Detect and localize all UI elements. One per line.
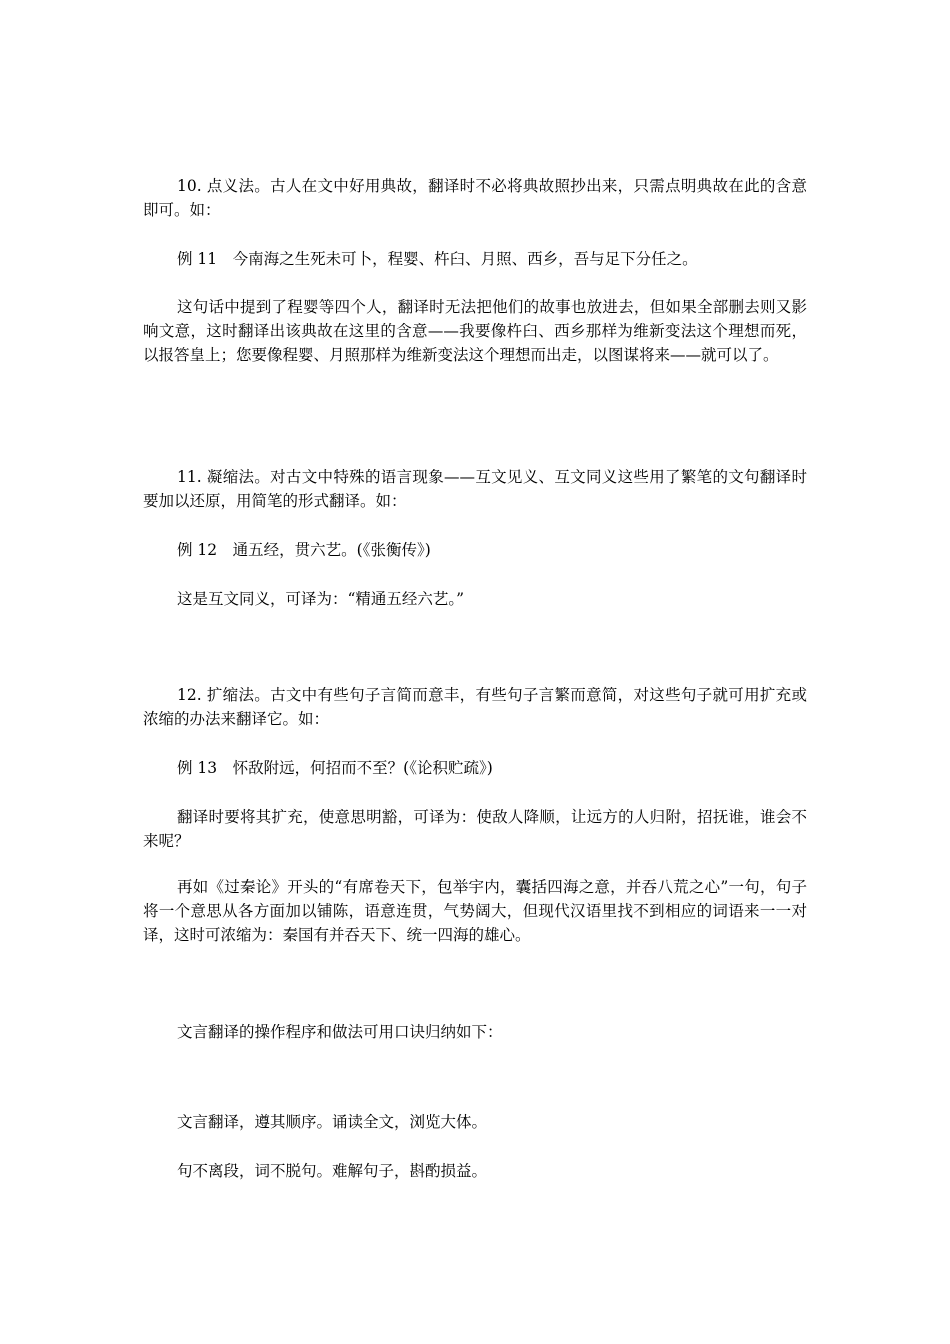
paragraph-summary-intro: 文言翻译的操作程序和做法可用口诀归纳如下：	[177, 1023, 503, 1041]
example-11: 例 11 今南海之生死未可卜，程婴、杵臼、月照、西乡，吾与足下分任之。	[177, 250, 698, 268]
mnemonic-line-2: 句不离段，词不脱句。难解句子，斟酌损益。	[177, 1162, 488, 1180]
example-13: 例 13 怀敌附远，何招而不至？(《论积贮疏》)	[177, 759, 493, 777]
example-12: 例 12 通五经，贯六艺。(《张衡传》)	[177, 541, 431, 559]
paragraph-example-13-explanation: 翻译时要将其扩充，使意思明豁，可译为：使敌人降顺，让远方的人归附，招抚谁，谁会不来呢？	[143, 808, 807, 850]
paragraph-example-12-explanation: 这是互文同义，可译为：“精通五经六艺。”	[177, 590, 465, 608]
paragraph-example-11-explanation: 这句话中提到了程婴等四个人，翻译时无法把他们的故事也放进去，但如果全部删去则又影响文意，这时翻译出该典故在这里的含意——我要像杵臼、西乡那样为维新变法这个理想而死，以报答皇上；您要像程婴、月照那样为维新变法这个理想而出走，以图谋将来——就可以了。	[143, 298, 807, 364]
paragraph-guoqinlun-example: 再如《过秦论》开头的“有席卷天下，包举宇内，囊括四海之意，并吞八荒之心”一句，句子将一个意思从各方面加以铺陈，语意连贯，气势阔大，但现代汉语里找不到相应的词语来一一对译，这时可浓缩为：秦国有并吞天下、统一四海的雄心。	[143, 878, 807, 944]
paragraph-condense-method: 11. 凝缩法。对古文中特殊的语言现象——互文见义、互文同义这些用了繁笔的文句翻译时要加以还原，用简笔的形式翻译。如：	[143, 468, 807, 510]
mnemonic-line-1: 文言翻译，遵其顺序。诵读全文，浏览大体。	[177, 1113, 488, 1131]
paragraph-expand-condense-method: 12. 扩缩法。古文中有些句子言简而意丰，有些句子言繁而意简，对这些句子就可用扩充或浓缩的办法来翻译它。如：	[143, 686, 807, 728]
paragraph-point-meaning-method: 10. 点义法。古人在文中好用典故，翻译时不必将典故照抄出来，只需点明典故在此的含意即可。如：	[143, 177, 807, 219]
